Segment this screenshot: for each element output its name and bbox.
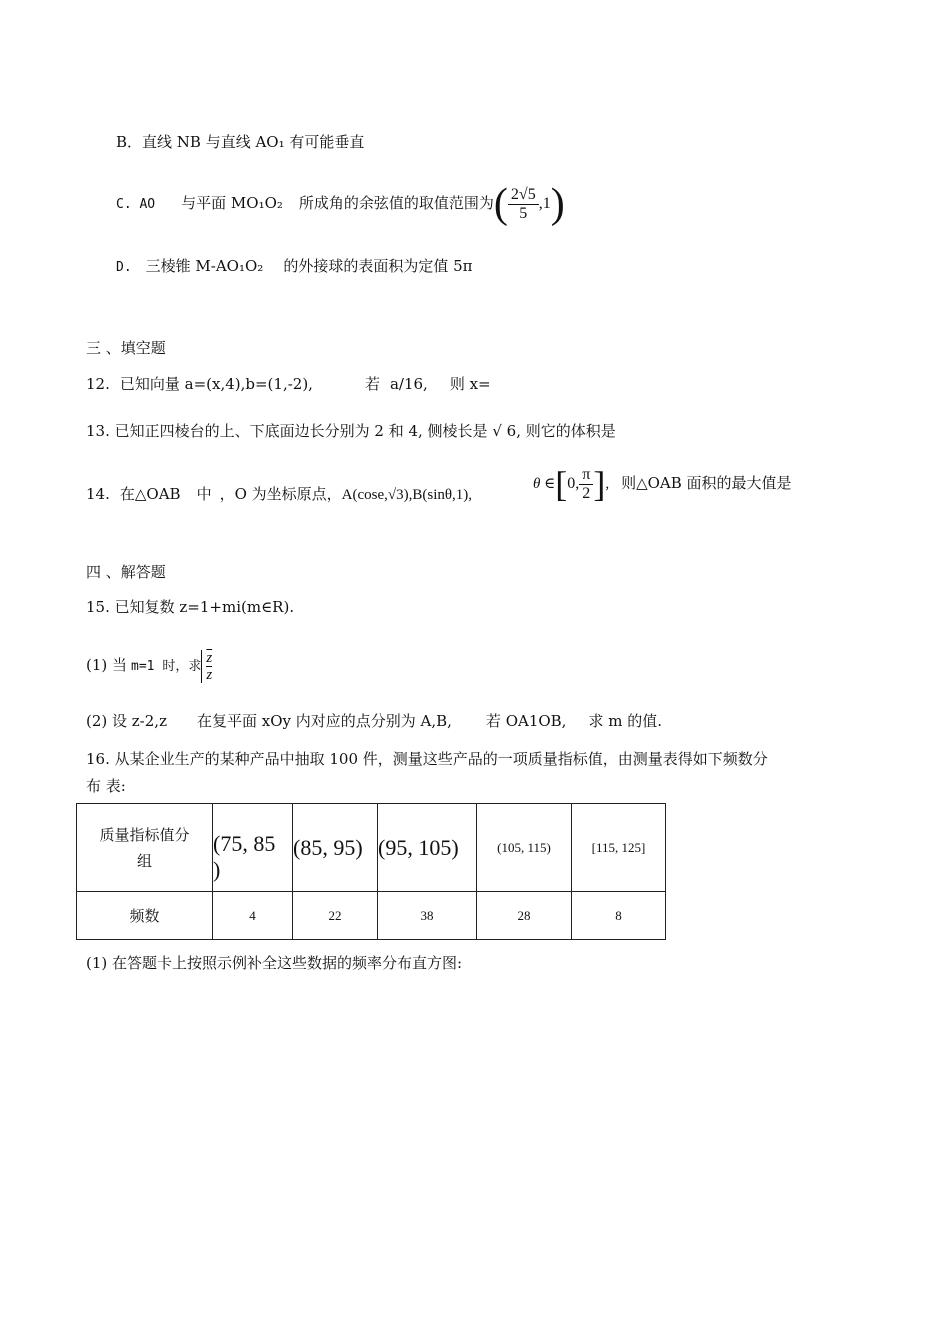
table-row-groups: [77, 804, 666, 892]
option-d-text: 三棱锥 M-AO₁O₂: [145, 257, 264, 275]
left-paren: (: [493, 181, 508, 227]
question-15: 15. 已知复数 z=1+mi(m∈R).: [86, 598, 295, 616]
q12-ask: 则 x=: [449, 375, 491, 393]
option-c-fraction: [508, 186, 539, 223]
option-c-prefix: C. AO: [116, 197, 156, 212]
option-c-after: ,1: [538, 195, 551, 212]
q14-number: 14.: [86, 485, 110, 503]
q14-range-start: 0,: [567, 475, 580, 492]
q15-part-2: [86, 711, 662, 731]
q15-fraction: [201, 650, 212, 683]
q12-number: 12.: [86, 375, 110, 393]
option-d-tail: 的外接球的表面积为定值 5π: [283, 257, 473, 275]
q15-p1-a: (1) 当: [86, 656, 128, 674]
table-cell-group-5: [115, 125]: [572, 804, 666, 892]
q14-theta: θ ∈: [533, 476, 556, 492]
option-d-prefix: D.: [116, 260, 132, 275]
q14-theta-range: [533, 457, 792, 509]
table-row-frequencies: [77, 892, 666, 940]
header-label-line-2: 组: [136, 851, 152, 870]
option-c-tail: 所成角的余弦值的取值范围为: [298, 194, 494, 212]
q14-pi-fraction: [579, 466, 593, 503]
q14-points: A(cose,√3),B(sinθ,1),: [341, 487, 473, 503]
q14-text-b: 中: [196, 485, 212, 503]
table-cell-group-2: (85, 95): [293, 804, 378, 892]
table-header-group-label: [77, 804, 213, 892]
frequency-table: [76, 803, 666, 940]
q14-text-a: 在△OAB: [119, 485, 181, 503]
question-16-line-2: 布 表:: [86, 777, 126, 795]
table-cell-freq-4: 28: [477, 892, 572, 940]
right-bracket: ]: [593, 464, 606, 504]
left-bracket: [: [555, 464, 568, 504]
table-cell-group-4: (105, 115): [477, 804, 572, 892]
q12-condition-expr: a/16,: [389, 375, 428, 393]
group-1-line-2: ): [213, 856, 221, 882]
q15-part-1: [86, 638, 212, 692]
question-14: [86, 484, 472, 505]
fraction-denominator: 5: [519, 204, 528, 222]
option-c: [116, 178, 565, 228]
fraction-numerator: π: [579, 466, 593, 485]
fraction-denominator: 2: [582, 484, 591, 502]
q15-p2-d: 求 m 的值.: [588, 712, 662, 730]
option-c-mid: 与平面 MO₁O₂: [181, 194, 283, 212]
option-b: B．直线 NB 与直线 AO₁ 有可能垂直: [116, 133, 365, 151]
table-cell-freq-5: 8: [572, 892, 666, 940]
q15-p2-c: 若 OA1OB,: [485, 712, 567, 730]
table-cell-freq-2: 22: [293, 892, 378, 940]
table-cell-group-1: [213, 804, 293, 892]
q15-p1-b: m=1 时，求: [131, 659, 202, 674]
question-13: 13. 已知正四棱台的上、下底面边长分别为 2 和 4, 侧棱长是 √ 6, 则它的体积是: [86, 422, 616, 440]
table-header-frequency-label: 频数: [77, 892, 213, 940]
q15-p2-b: 在复平面 xOy 内对应的点分别为 A,B,: [196, 712, 452, 730]
question-12: [86, 374, 491, 394]
table-cell-group-3: (95, 105): [378, 804, 477, 892]
q14-text-c: ，O 为坐标原点，: [219, 485, 342, 503]
q16-part-1: (1) 在答题卡上按照示例补全这些数据的频率分布直方图:: [86, 954, 463, 972]
section-title-fill-blank: 三 、填空题: [86, 339, 166, 357]
fraction-denominator: z: [206, 666, 213, 683]
fraction-numerator: 2√5: [508, 186, 539, 205]
q12-condition: 若: [364, 375, 380, 393]
section-title-solve: 四 、解答题: [86, 563, 166, 581]
right-paren: ): [550, 181, 565, 227]
header-label-line-1: 质量指标值分: [99, 825, 190, 844]
table-cell-freq-3: 38: [378, 892, 477, 940]
group-1-line-1: (75, 85: [213, 830, 276, 856]
fraction-numerator: $\overline{z}$: [206, 649, 213, 666]
q14-ask: 则△OAB 面积的最大值是: [621, 474, 792, 492]
q15-p2-a: (2) 设 z-2,z: [86, 712, 167, 730]
option-d: [116, 256, 472, 278]
table-cell-freq-1: 4: [213, 892, 293, 940]
question-16-line-1: 16. 从某企业生产的某种产品中抽取 100 件，测量这些产品的一项质量指标值，由测量表得如下频数分: [86, 750, 768, 768]
q14-comma: ,: [605, 476, 610, 492]
q12-text: 已知向量 a=(x,4),b=(1,-2),: [119, 375, 313, 393]
